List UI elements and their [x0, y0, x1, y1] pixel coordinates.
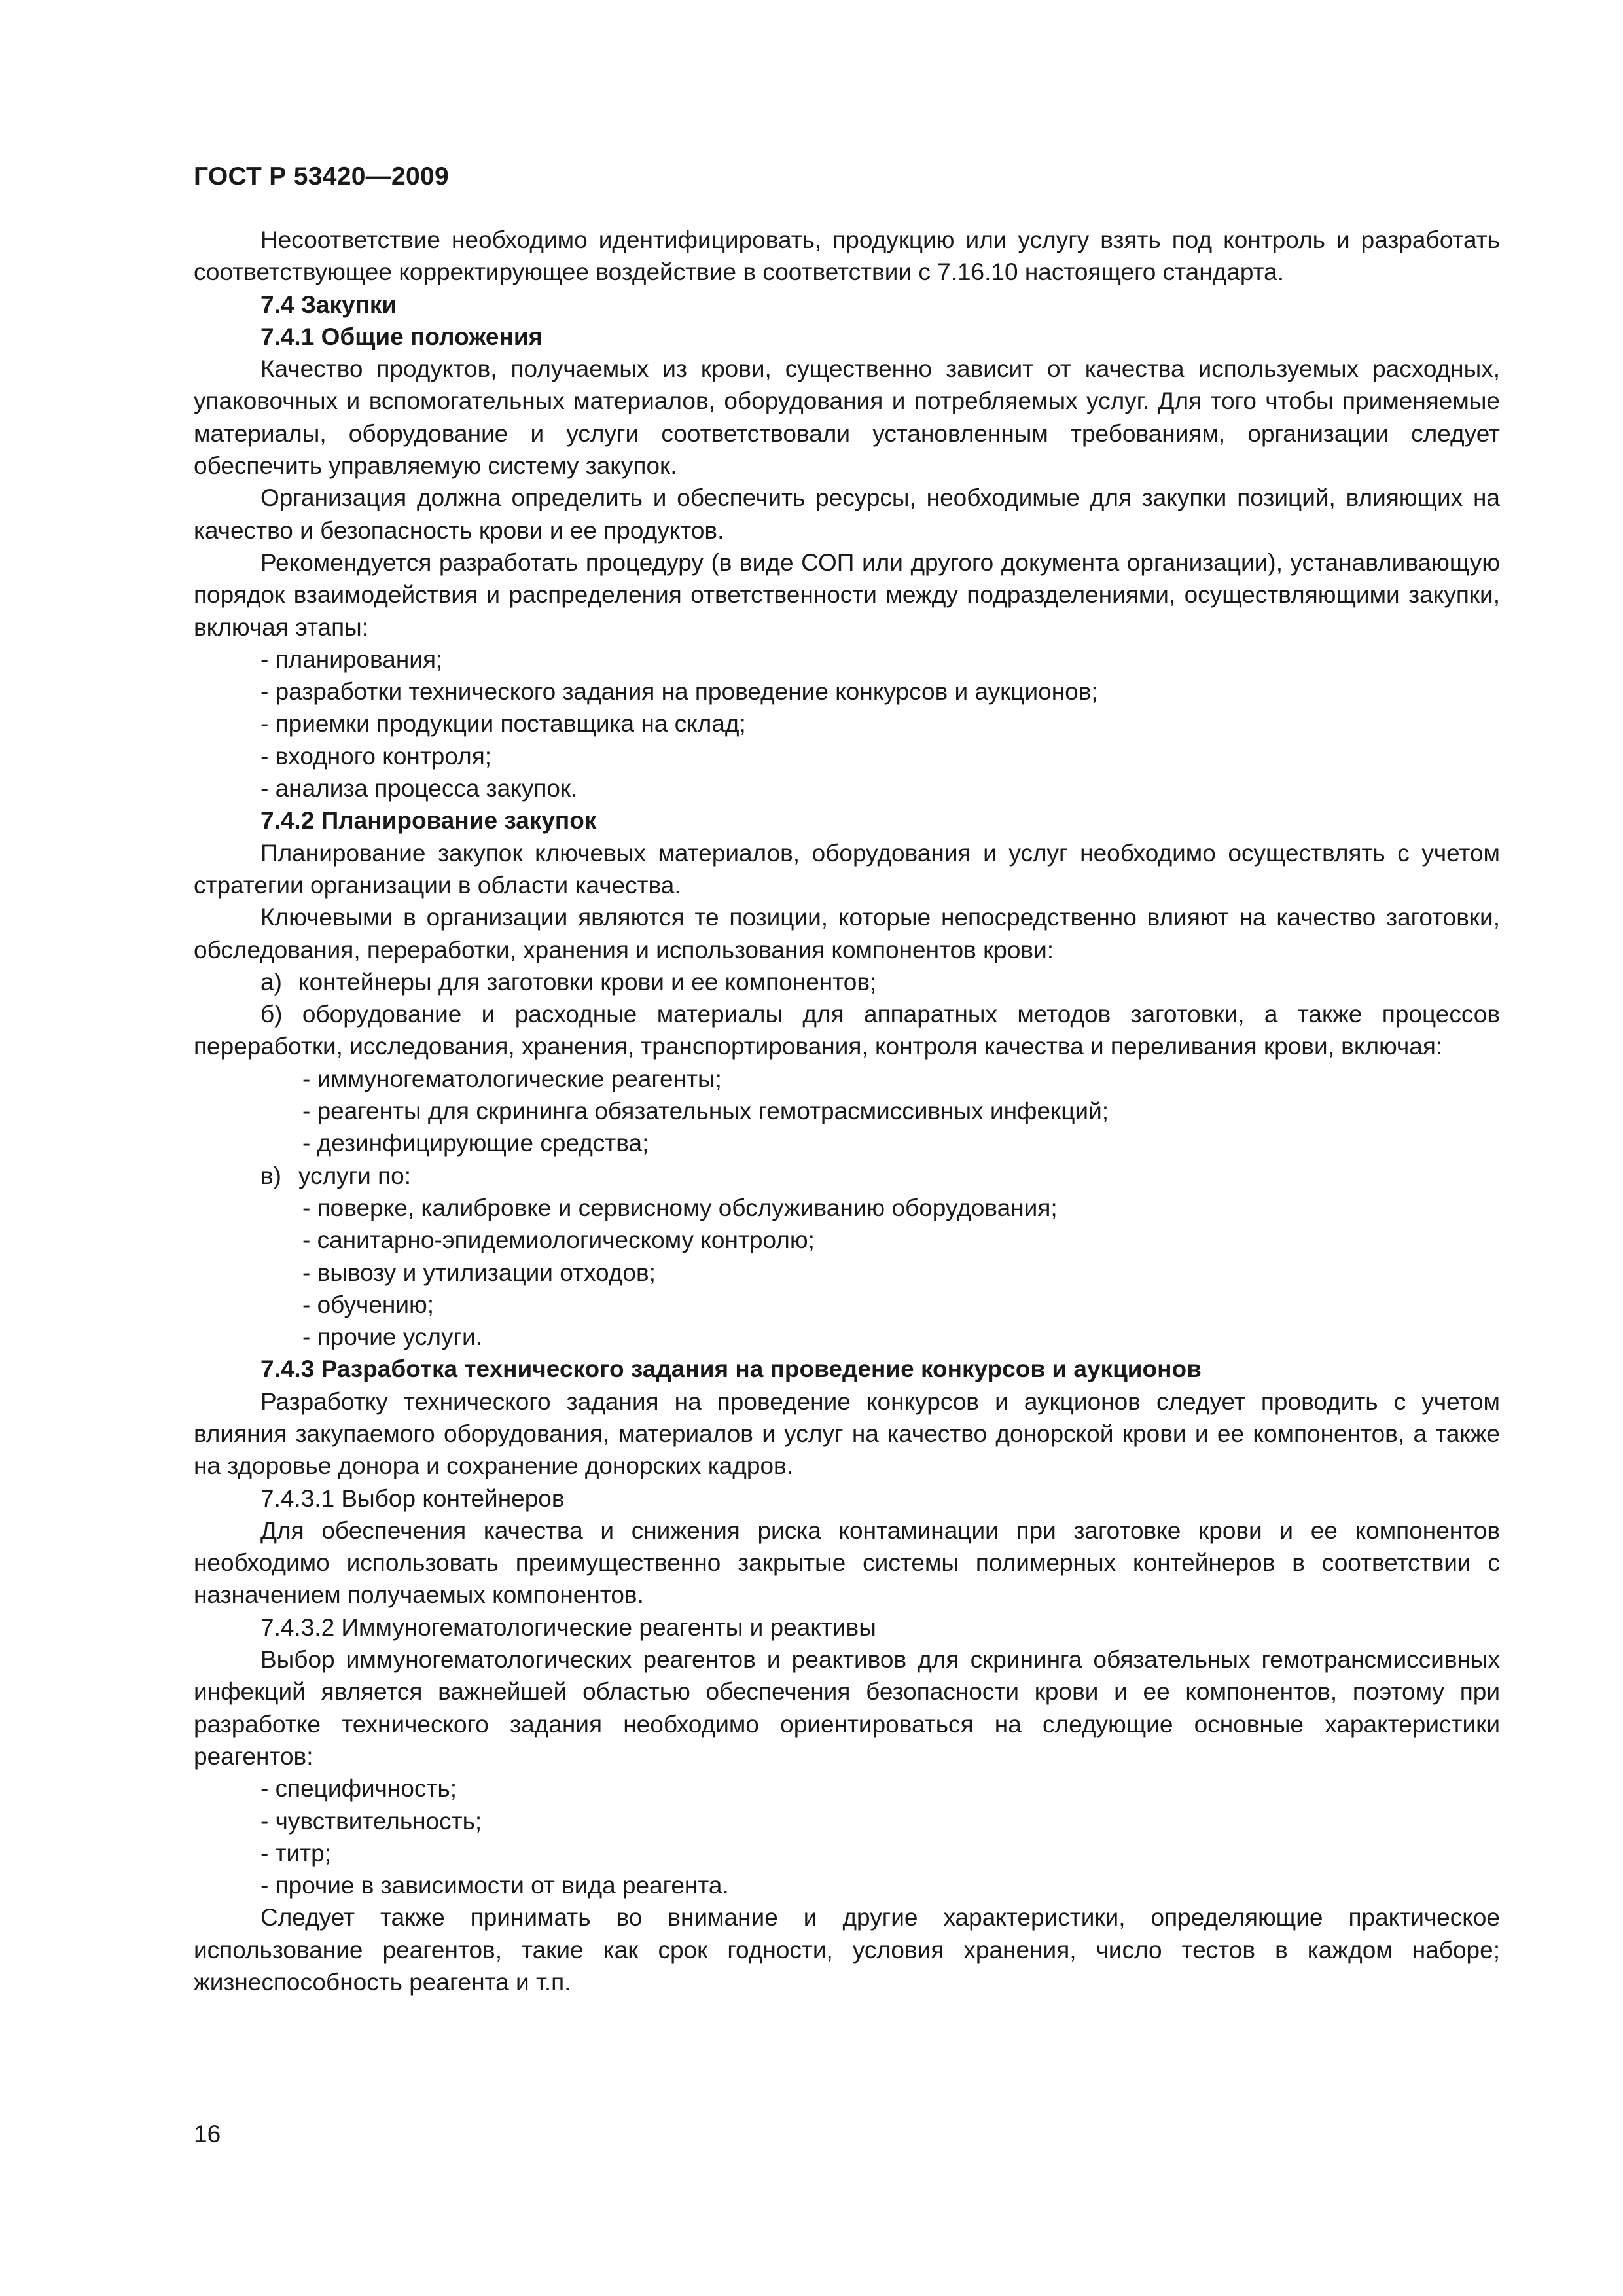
nested-list-item: - обучению; [302, 1291, 435, 1318]
nested-list-item: - иммуногематологические реагенты; [302, 1065, 722, 1092]
subsection-heading: 7.4.1 Общие положения [260, 323, 543, 350]
paragraph: б) оборудование и расходные материалы для аппаратных методов заготовки, а также процессов переработки, исследования, хранения, транспортирования, контроля качества и переливания крови, включая: [194, 1001, 1500, 1060]
nested-list-item: - реагенты для скрининга обязательных гемотрасмиссивных инфекций; [302, 1098, 1109, 1125]
list-text: услуги по: [298, 1162, 412, 1189]
paragraph: Разработку технического задания на проведение конкурсов и аукционов следует проводить с учетом влияния закупаемого оборудования, материалов и услуг на качество донорской крови и ее компонентов, а также на здоровье донора и сохранение донорских кадров. [194, 1388, 1500, 1480]
paragraph: Организация должна определить и обеспечить ресурсы, необходимые для закупки позиций, влияющих на качество и безопасность крови и ее продуктов. [194, 484, 1500, 544]
subsection-heading: 7.4.2 Планирование закупок [260, 807, 597, 834]
paragraph: Следует также принимать во внимание и другие характеристики, определяющие практическое использование реагентов, такие как срок годности, условия хранения, число тестов в каждом наборе; жизнеспособность реагента и т.п. [194, 1904, 1500, 1996]
list-item: - титр; [260, 1839, 332, 1867]
list-label: а) [260, 968, 282, 996]
document-body [194, 224, 1500, 1998]
list-item: - специфичность; [260, 1775, 457, 1803]
list-item: - планирования; [260, 645, 443, 673]
section-heading: 7.4 Закупки [260, 291, 397, 318]
document-header: ГОСТ Р 53420—2009 [194, 162, 449, 190]
page-number: 16 [194, 2121, 221, 2147]
paragraph: Ключевыми в организации являются те позиции, которые непосредственно влияют на качество заготовки, обследования, переработки, хранения и использования компонентов крови: [194, 904, 1500, 963]
list-item: - анализа процесса закупок. [260, 775, 578, 802]
nested-list-item: - санитарно-эпидемиологическому контролю; [302, 1227, 815, 1254]
paragraph: Планирование закупок ключевых материалов, оборудования и услуг необходимо осуществлять с учетом стратегии организации в области качества. [194, 839, 1500, 899]
paragraph: Рекомендуется разработать процедуру (в виде СОП или другого документа организации), устанавливающую порядок взаимодействия и распределения ответственности между подразделениями, осуществляющими закупки, включая этапы: [194, 548, 1500, 641]
list-item: - приемки продукции поставщика на склад; [260, 710, 746, 738]
paragraph: Для обеспечения качества и снижения риска контаминации при заготовке крови и ее компонентов необходимо использовать преимущественно закрытые системы полимерных контейнеров в соответствии с назначением получаемых компонентов. [194, 1516, 1500, 1609]
paragraph: Качество продуктов, получаемых из крови, существенно зависит от качества используемых расходных, упаковочных и вспомогательных материалов, оборудования и потребляемых услуг. Для того чтобы применяемые материалы, оборудование и услуги соответствовали установленным требованиям, организации следует обеспечить управляемую систему закупок. [194, 355, 1500, 480]
list-item: - чувствительность; [260, 1807, 482, 1835]
list-item: - входного контроля; [260, 742, 492, 770]
ordered-list-item [194, 1160, 1500, 1192]
subsection-heading: 7.4.3 Разработка технического задания на проведение конкурсов и аукционов [260, 1355, 1202, 1383]
paragraph: Выбор иммуногематологических реагентов и реактивов для скрининга обязательных гемотрансмиссивных инфекций является важнейшей областью обеспечения безопасности крови и ее компонентов, поэтому при разработке технического задания необходимо ориентироваться на следующие основные характеристики реагентов: [194, 1646, 1500, 1770]
list-item: - разработки технического задания на проведение конкурсов и аукционов; [260, 678, 1098, 706]
nested-list-item: - вывозу и утилизации отходов; [302, 1259, 656, 1286]
list-label: в) [260, 1162, 281, 1189]
list-item: - прочие в зависимости от вида реагента. [260, 1872, 729, 1899]
nested-list-item: - прочие услуги. [302, 1323, 482, 1351]
clause-heading: 7.4.3.2 Иммуногематологические реагенты и реактивы [260, 1613, 876, 1641]
ordered-list-item [194, 966, 1500, 998]
nested-list-item: - поверке, калибровке и сервисному обслуживанию оборудования; [302, 1194, 1058, 1221]
clause-heading: 7.4.3.1 Выбор контейнеров [260, 1484, 565, 1512]
paragraph: Несоответствие необходимо идентифицировать, продукцию или услугу взять под контроль и разработать соответствующее корректирующее воздействие в соответствии с 7.16.10 настоящего стандарта. [194, 226, 1500, 286]
nested-list-item: - дезинфицирующие средства; [302, 1130, 649, 1157]
list-text: контейнеры для заготовки крови и ее компонентов; [298, 968, 877, 996]
